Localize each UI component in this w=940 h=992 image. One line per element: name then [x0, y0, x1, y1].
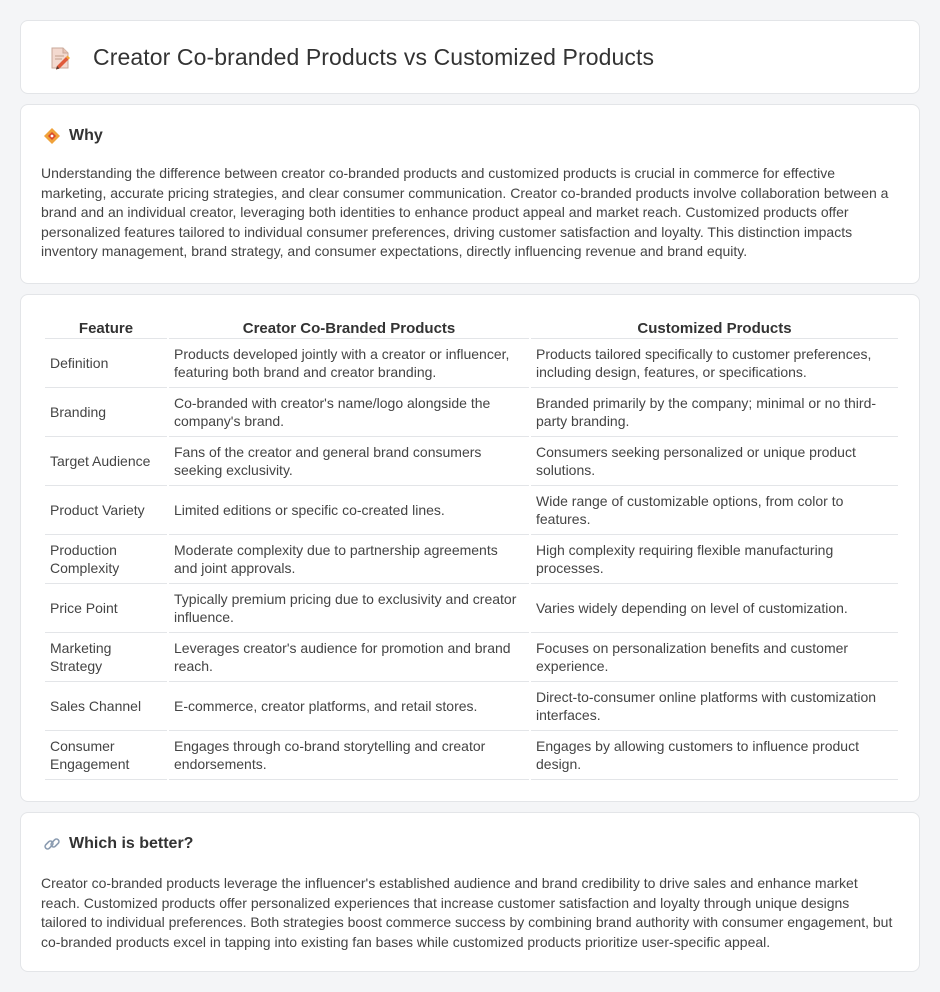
- feature-cell: Product Variety: [45, 486, 167, 535]
- why-section: [20, 104, 920, 284]
- table-row: [45, 633, 898, 682]
- comparison-section: [20, 294, 920, 802]
- customized-cell: Branded primarily by the company; minimal or no third-party branding.: [531, 388, 898, 437]
- feature-cell: Definition: [45, 339, 167, 388]
- diamond-icon: [43, 127, 61, 145]
- better-text: Creator co-branded products leverage the influencer's established audience and brand credibility to drive sales and enhance market reach. Customized products offer personalized experiences that increase customer satisfaction and loyalty through unique designs tailored to individual preferences. Both strategies boost commerce success by combining brand authority with consumer engagement, but co-branded products excel in tapping into existing fan bases while customized products prioritize user-specific appeal.: [41, 875, 893, 950]
- customized-cell: Consumers seeking personalized or unique product solutions.: [531, 437, 898, 486]
- header-co-branded: Creator Co-Branded Products: [169, 315, 529, 339]
- co-branded-cell: Leverages creator's audience for promotion and brand reach.: [169, 633, 529, 682]
- customized-cell: Engages by allowing customers to influence product design.: [531, 731, 898, 780]
- title-row: [47, 44, 654, 71]
- table-row: [45, 388, 898, 437]
- co-branded-cell: Fans of the creator and general brand consumers seeking exclusivity.: [169, 437, 529, 486]
- page-title: Creator Co-branded Products vs Customized Products: [93, 44, 655, 70]
- table-row: [45, 584, 898, 633]
- table-row: [45, 339, 898, 388]
- customized-cell: Direct-to-consumer online platforms with customization interfaces.: [531, 682, 898, 731]
- why-text: Understanding the difference between creator co-branded products and customized products is crucial in commerce for effective marketing, accurate pricing strategies, and clear consumer communication. Creator co-branded products involve collaboration between a brand and an individual creator, leveraging both identities to enhance product appeal and market reach. Customized products offer personalized features tailored to individual consumer preferences, driving customer satisfaction and loyalty. This distinction impacts inventory management, brand strategy, and consumer expectations, directly influencing revenue and brand equity.: [41, 165, 889, 260]
- customized-cell: Wide range of customizable options, from color to features.: [531, 486, 898, 535]
- why-heading: [43, 127, 103, 145]
- feature-cell: Price Point: [45, 584, 167, 633]
- customized-cell: Focuses on personalization benefits and customer experience.: [531, 633, 898, 682]
- better-title: Which is better?: [69, 835, 194, 852]
- header-feature: Feature: [45, 315, 167, 339]
- feature-cell: Production Complexity: [45, 535, 167, 584]
- feature-cell: Sales Channel: [45, 682, 167, 731]
- feature-cell: Branding: [45, 388, 167, 437]
- feature-cell: Consumer Engagement: [45, 731, 167, 780]
- customized-cell: High complexity requiring flexible manufacturing processes.: [531, 535, 898, 584]
- table-row: [45, 486, 898, 535]
- header-card: [20, 20, 920, 94]
- better-heading: [43, 835, 193, 853]
- table-row: [45, 535, 898, 584]
- table-row: [45, 731, 898, 780]
- feature-cell: Target Audience: [45, 437, 167, 486]
- document-pencil-icon: [47, 45, 73, 71]
- co-branded-cell: Typically premium pricing due to exclusivity and creator influence.: [169, 584, 529, 633]
- link-icon: [43, 835, 61, 853]
- customized-cell: Products tailored specifically to customer preferences, including design, features, or specifications.: [531, 339, 898, 388]
- table-header-row: [45, 315, 898, 339]
- co-branded-cell: E-commerce, creator platforms, and retail stores.: [169, 682, 529, 731]
- comparison-table: [43, 315, 900, 780]
- feature-cell: Marketing Strategy: [45, 633, 167, 682]
- co-branded-cell: Co-branded with creator's name/logo alongside the company's brand.: [169, 388, 529, 437]
- customized-cell: Varies widely depending on level of customization.: [531, 584, 898, 633]
- header-customized: Customized Products: [531, 315, 898, 339]
- co-branded-cell: Moderate complexity due to partnership agreements and joint approvals.: [169, 535, 529, 584]
- co-branded-cell: Limited editions or specific co-created lines.: [169, 486, 529, 535]
- why-title: Why: [69, 127, 103, 144]
- co-branded-cell: Engages through co-brand storytelling and creator endorsements.: [169, 731, 529, 780]
- which-better-section: [20, 812, 920, 972]
- table-row: [45, 682, 898, 731]
- table-row: [45, 437, 898, 486]
- co-branded-cell: Products developed jointly with a creator or influencer, featuring both brand and creator branding.: [169, 339, 529, 388]
